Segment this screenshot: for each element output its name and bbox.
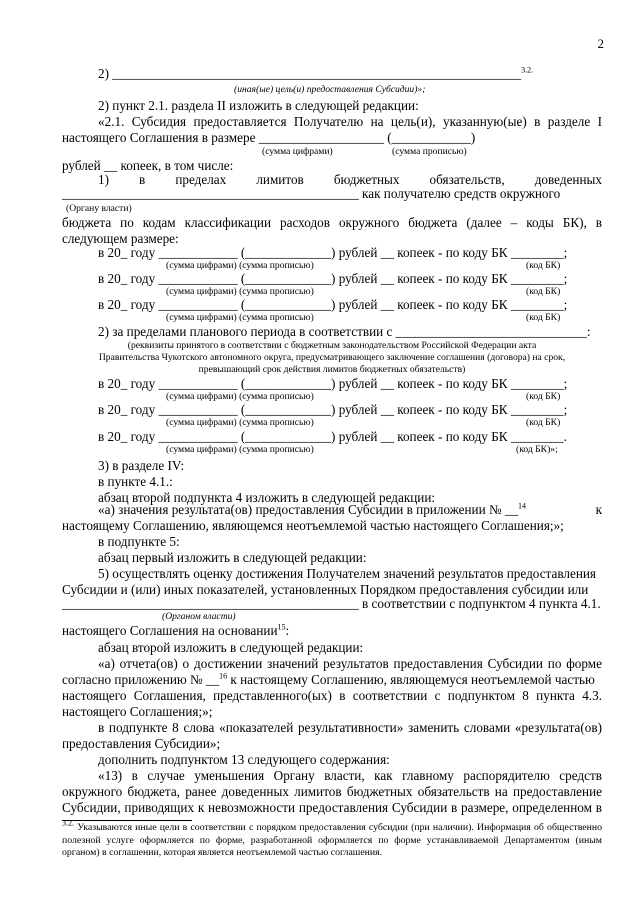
page-number: 2: [597, 36, 604, 51]
text-line: в 20_ году ____________ (_____________) рублей __ копеек - по коду БК ________;: [98, 297, 568, 312]
caption: (Органу власти): [66, 203, 132, 214]
caption: (Органом власти): [162, 611, 236, 622]
text-line: 1) в пределах лимитов бюджетных обязательств, доведенных: [98, 172, 602, 187]
caption: (код БК)»;: [516, 444, 558, 455]
caption: (код БК): [526, 417, 561, 428]
text-line: 2) за пределами планового периода в соответствии с _____________________________:: [98, 324, 591, 339]
caption: (иная(ые) цель(и) предоставления Субсидии)»;: [234, 84, 426, 95]
text-line: окружного бюджета, ранее доведенных лимитов бюджетных обязательств на предоставление: [62, 784, 602, 799]
text-line: предоставления Субсидии»;: [62, 736, 221, 751]
text-line: _____________________________________________ как получателю средств окружного: [62, 186, 561, 201]
text-line: «а) значения результата(ов) предоставления Субсидии в приложении № __$^{14}$ к: [98, 501, 602, 517]
text-line: 2) ______________________________________________________________$^{3.2.}$: [98, 65, 534, 81]
text-line: в 20_ году ____________ (_____________) рублей __ копеек - по коду БК ________.: [98, 429, 567, 444]
text-line: в подпункте 8 слова «показателей результативности» заменить словами «результата(ов): [98, 720, 602, 735]
caption: (код БК): [526, 286, 561, 297]
caption: (код БК): [526, 391, 561, 402]
text-line: «2.1. Субсидия предоставляется Получателю на цель(и), указанную(ые) в разделе I: [98, 114, 602, 129]
text-line: настоящего Соглашения;»;: [62, 704, 213, 719]
caption: (сумма прописью): [392, 146, 467, 157]
text-line: настоящего Соглашения в размере ___________________ (____________): [62, 130, 476, 145]
text-line: 3) в разделе IV:: [98, 458, 185, 473]
text-line: в 20_ году ____________ (_____________) рублей __ копеек - по коду БК ________;: [98, 245, 568, 260]
text-line: «13) в случае уменьшения Органу власти, как главному распорядителю средств: [98, 768, 602, 783]
caption: (код БК): [526, 260, 561, 271]
text-line: в подпункте 5:: [98, 534, 180, 549]
text-line: абзац первый изложить в следующей редакции:: [98, 550, 367, 565]
text-line: настоящего Соглашения на основании$^{15}$:: [62, 622, 290, 638]
caption: (сумма цифрами) (сумма прописью): [166, 286, 314, 297]
caption: (сумма цифрами) (сумма прописью): [166, 260, 314, 271]
text-line: абзац второй изложить в следующей редакции:: [98, 640, 364, 655]
text-line: дополнить подпунктом 13 следующего содержания:: [98, 752, 390, 767]
text-line: _____________________________________________ в соответствии с подпунктом 4 пункта 4.1.: [62, 596, 601, 611]
text-line: рублей __ копеек, в том числе:: [62, 158, 234, 173]
text-line: в пункте 4.1.:: [98, 474, 173, 489]
text-line: настоящему Соглашению, являющемся неотъемлемой частью настоящего Соглашения;»;: [62, 518, 564, 533]
caption: (сумма цифрами): [262, 146, 333, 157]
text-line: «а) отчета(ов) о достижении значений результатов предоставления Субсидии по форме: [98, 656, 602, 671]
text-line: настоящего Соглашения, представленного(ых) в соответствии с подпунктом 8 пункта 4.3.: [62, 688, 602, 703]
text-line: согласно приложению № __$^{16}$ к настоящему Соглашению, являющемуся неотъемлемой частью: [62, 671, 595, 687]
caption: (реквизиты принятого в соответствии с бюджетным законодательством Российской Федерации акта: [127, 340, 537, 351]
caption: (сумма цифрами) (сумма прописью): [166, 444, 314, 455]
caption: (код БК): [526, 312, 561, 323]
footnote-separator: [62, 820, 192, 821]
text-line: в 20_ году ____________ (_____________) рублей __ копеек - по коду БК ________;: [98, 376, 568, 391]
text-line: 5) осуществлять оценку достижения Получателем значений результатов предоставления: [98, 566, 596, 581]
text-line: Субсидии и (или) иных показателей, установленных Порядком предоставления субсидии или: [62, 582, 589, 597]
text-line: следующем размере:: [62, 231, 179, 246]
caption: Правительства Чукотского автономного округа, предусматривающего заключение соглашения (договора) на срок,: [98, 352, 566, 363]
text-line: в 20_ году ____________ (_____________) рублей __ копеек - по коду БК ________;: [98, 271, 568, 286]
caption: (сумма цифрами) (сумма прописью): [166, 312, 314, 323]
text-line: абзац второй подпункта 4 изложить в следующей редакции:: [98, 490, 436, 505]
text-line: 2) пункт 2.1. раздела II изложить в следующей редакции:: [98, 98, 419, 113]
caption: (сумма цифрами) (сумма прописью): [166, 391, 314, 402]
text-line: бюджета по кодам классификации расходов окружного бюджета (далее – коды БК), в: [62, 215, 602, 230]
caption: превышающий срок действия лимитов бюджетных обязательств): [198, 364, 466, 375]
footnote: $^{3.2.}$ Указываются иные цели в соответствии с порядком предоставления субсидии (при наличии). Информация об общественно полезной услуге оформляется по форме, разработанной оформляется по форме устанавливаемой Департаментом (иным органом) в соглашении, которая является неотъемлемой частью соглашения.: [62, 818, 602, 858]
text-line: в 20_ году ____________ (_____________) рублей __ копеек - по коду БК ________;: [98, 402, 568, 417]
text-line: Субсидии, приводящих к невозможности предоставления Субсидии в размере, определенном в: [62, 800, 602, 815]
caption: (сумма цифрами) (сумма прописью): [166, 417, 314, 428]
